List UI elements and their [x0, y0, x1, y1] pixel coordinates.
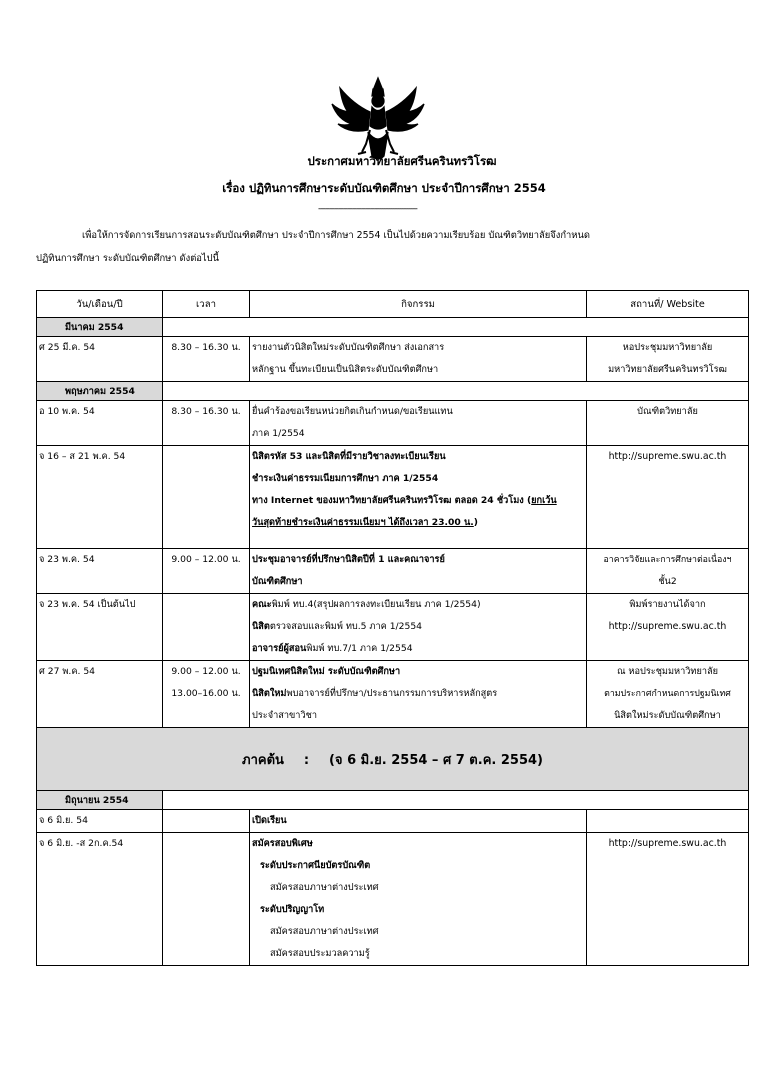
row-date: ศ 27 พ.ค. 54 — [39, 666, 96, 677]
table-row — [37, 594, 749, 661]
row-date: จ 16 – ส 21 พ.ค. 54 — [39, 451, 126, 462]
row-activity: ประชุมอาจารย์ที่ปรึกษานิสิตปีที่ 1 และคณาจารย์ — [252, 554, 445, 565]
semester-banner — [37, 728, 749, 791]
row-date: จ 6 มิ.ย. -ส 2ก.ค.54 — [39, 838, 124, 849]
row-activity: ทาง Internet ของมหาวิทยาลัยศรีนครินทรวิโรฒ ตลอด 24 ชั่วโมง (ยกเว้น — [252, 495, 557, 506]
row-place: มหาวิทยาลัยศรีนครินทรวิโรฒ — [608, 364, 727, 375]
header-place: สถานที่/ Website — [587, 291, 749, 318]
row-date: จ 6 มิ.ย. 54 — [39, 815, 88, 826]
row-activity: เปิดเรียน — [252, 815, 287, 826]
header-time: เวลา — [163, 291, 250, 318]
row-activity: ชำระเงินค่าธรรมเนียมการศึกษา ภาค 1/2554 — [252, 473, 439, 484]
intro-line-1: เพื่อให้การจัดการเรียนการสอนระดับบัณฑิตศึกษา ประจำปีการศึกษา 2554 เป็นไปด้วยความเรียบร้อย บัณฑิตวิทยาลัยจึงกำหนด — [82, 230, 590, 241]
supreme-link[interactable]: http://supreme.swu.ac.th — [608, 838, 727, 849]
row-activity: บัณฑิตศึกษา — [252, 576, 303, 587]
row-activity: ประจำสาขาวิชา — [252, 710, 318, 721]
row-date: อ 10 พ.ค. 54 — [39, 406, 95, 417]
row-activity-sub: สมัครสอบภาษาต่างประเทศ — [270, 926, 379, 937]
row-activity: นิสิตตรวจสอบและพิมพ์ ทบ.5 ภาค 1/2554 — [252, 621, 423, 632]
row-activity-sub: สมัครสอบประมวลความรู้ — [270, 948, 370, 959]
schedule-table — [36, 290, 749, 966]
row-place: อาคารวิจัยและการศึกษาต่อเนื่องฯ — [603, 555, 732, 565]
table-row — [37, 810, 749, 833]
row-activity: หลักฐาน ขึ้นทะเบียนเป็นนิสิตระดับบัณฑิตศึกษา — [252, 364, 439, 375]
table-row — [37, 446, 749, 549]
announcement-subject: เรื่อง ปฏิทินการศึกษาระดับบัณฑิตศึกษา ประจำปีการศึกษา 2554 — [222, 181, 546, 195]
row-activity-sub: ระดับประกาศนียบัตรบัณฑิต — [260, 860, 371, 871]
row-activity-sub: สมัครสอบภาษาต่างประเทศ — [270, 882, 379, 893]
row-time: 9.00 – 12.00 น. — [171, 554, 241, 565]
month-row-march — [37, 318, 749, 337]
intro-line-2: ปฏิทินการศึกษา ระดับบัณฑิตศึกษา ดังต่อไปนี้ — [36, 253, 220, 264]
month-label: พฤษภาคม 2554 — [37, 382, 163, 401]
semester-colon: : — [303, 752, 310, 768]
row-place: ตามประกาศกำหนดการปฐมนิเทศ — [604, 689, 731, 699]
table-row — [37, 833, 749, 966]
semester-range: (จ 6 มิ.ย. 2554 – ศ 7 ต.ค. 2554) — [328, 752, 543, 768]
row-place: ณ หอประชุมมหาวิทยาลัย — [616, 666, 719, 677]
table-row — [37, 401, 749, 446]
row-activity-sub: ระดับปริญญาโท — [260, 904, 325, 915]
row-activity: รายงานตัวนิสิตใหม่ระดับบัณฑิตศึกษา ส่งเอกสาร — [252, 342, 445, 353]
table-header-row — [37, 291, 749, 318]
row-place: ชั้น2 — [658, 576, 677, 587]
row-activity: สมัครสอบพิเศษ — [252, 838, 313, 849]
semester-row — [37, 728, 749, 791]
row-place: บัณฑิตวิทยาลัย — [637, 406, 698, 417]
row-activity: นิสิตรหัส 53 และนิสิตที่มีรายวิชาลงทะเบียนเรียน — [252, 451, 446, 462]
row-activity: ปฐมนิเทศนิสิตใหม่ ระดับบัณฑิตศึกษา — [252, 666, 401, 677]
row-place: หอประชุมมหาวิทยาลัย — [622, 342, 713, 353]
month-row-may — [37, 382, 749, 401]
row-time: 9.00 – 12.00 น. — [171, 666, 241, 677]
row-activity: คณะพิมพ์ ทบ.4(สรุปผลการลงทะเบียนเรียน ภาค 1/2554) — [252, 599, 481, 610]
row-date: จ 23 พ.ค. 54 — [39, 554, 95, 565]
row-activity: อาจารย์ผู้สอนพิมพ์ ทบ.7/1 ภาค 1/2554 — [252, 643, 413, 654]
table-row — [37, 549, 749, 594]
row-time: 8.30 – 16.30 น. — [171, 406, 241, 417]
supreme-link[interactable]: http://supreme.swu.ac.th — [608, 451, 727, 462]
row-activity: วันสุดท้ายชำระเงินค่าธรรมเนียมฯ ได้ถึงเวลา 23.00 น.) — [252, 517, 478, 528]
row-activity: ยื่นคำร้องขอเรียนหน่วยกิตเกินกำหนด/ขอเรียนแทน — [252, 406, 453, 417]
row-time: 13.00–16.00 น. — [171, 688, 241, 699]
row-time: 8.30 – 16.30 น. — [171, 342, 241, 353]
header-activity: กิจกรรม — [250, 291, 587, 318]
row-place: นิสิตใหม่ระดับบัณฑิตศึกษา — [614, 710, 721, 721]
table-row — [37, 661, 749, 728]
supreme-link[interactable]: http://supreme.swu.ac.th — [608, 621, 727, 632]
row-place: พิมพ์รายงานได้จาก — [629, 599, 706, 610]
month-label: มีนาคม 2554 — [37, 318, 163, 337]
semester-label: ภาคต้น — [242, 752, 284, 768]
month-row-june — [37, 791, 749, 810]
row-date: ศ 25 มี.ค. 54 — [39, 342, 96, 353]
month-label: มิถุนายน 2554 — [37, 791, 163, 810]
announcement-title: ประกาศมหาวิทยาลัยศรีนครินทรวิโรฒ — [307, 154, 497, 168]
title-divider: -------------------------------------------- — [318, 204, 417, 214]
row-activity: ภาค 1/2554 — [252, 428, 305, 439]
table-row — [37, 337, 749, 382]
row-activity: นิสิตใหม่พบอาจารย์ที่ปรึกษา/ประธานกรรมการบริหารหลักสูตร — [252, 688, 498, 699]
row-date: จ 23 พ.ค. 54 เป็นต้นไป — [39, 599, 136, 610]
header-date: วัน/เดือน/ปี — [37, 291, 163, 318]
